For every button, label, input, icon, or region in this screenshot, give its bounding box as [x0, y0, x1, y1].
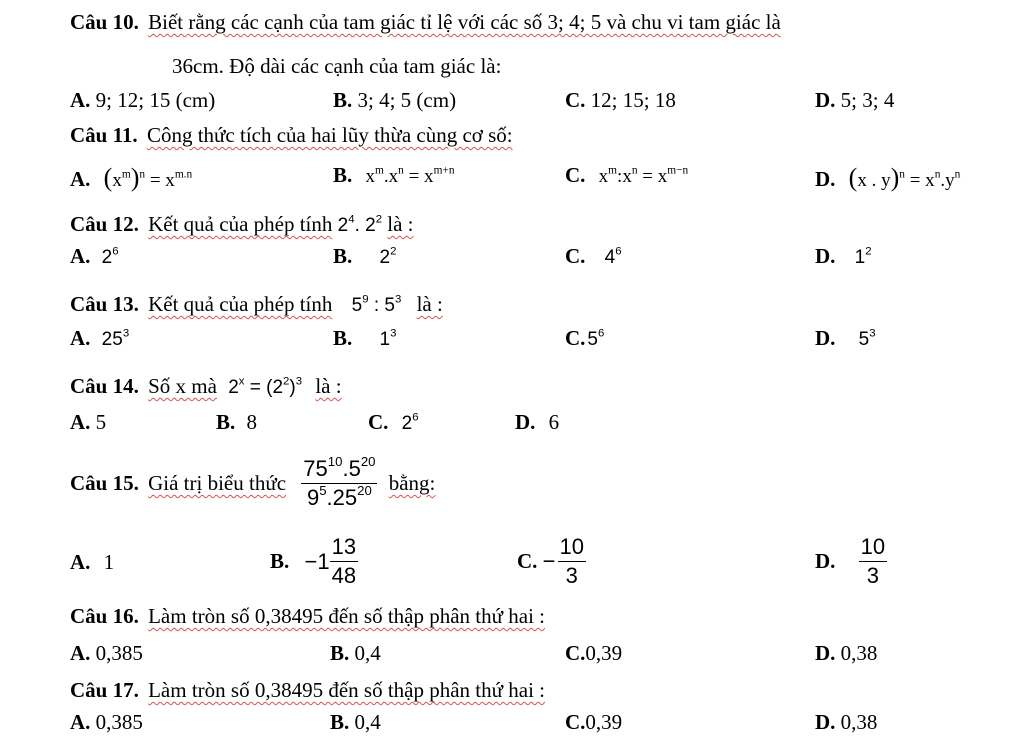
- question-suffix: là :: [387, 212, 414, 236]
- question-14: Câu 14. Số x mà $2^x = (2^2)^3$ là :: [70, 374, 342, 398]
- question-text: Làm tròn số 0,38495 đến số thập phân thứ hai :: [148, 678, 546, 702]
- option-a: A. $2^6$: [70, 244, 119, 268]
- option-a: A. 9; 12; 15 (cm): [70, 88, 216, 112]
- question-text: Làm tròn số 0,38495 đến số thập phân thứ hai :: [148, 604, 546, 628]
- question-label: Câu 12.: [70, 212, 139, 236]
- option-c: C.0,39: [565, 641, 623, 665]
- question-text: Giá trị biểu thức: [148, 471, 287, 495]
- option-c: C. 12; 15; 18: [565, 88, 676, 112]
- question-label: Câu 17.: [70, 678, 139, 702]
- question-label: Câu 14.: [70, 374, 139, 398]
- question-10-line2: 36cm. Độ dài các cạnh của tam giác là:: [172, 54, 502, 78]
- question-label: Câu 13.: [70, 292, 139, 316]
- option-b: B. −1 $\frac{13}{48}$: [270, 534, 357, 588]
- option-d: D. 6: [515, 410, 560, 434]
- option-c: C. $2^6$: [368, 410, 419, 434]
- question-text: Kết quả của phép tính: [148, 212, 333, 236]
- question-suffix: là :: [416, 292, 443, 316]
- option-d: D. $1^2$: [815, 244, 872, 268]
- option-a: A. $25^3$: [70, 326, 130, 350]
- expression-fraction: $\frac{75^{10}.5^{20}}{9^5.25^{20}}$: [303, 454, 376, 510]
- option-b: B. 3; 4; 5 (cm): [333, 88, 457, 112]
- option-a: A. 5: [70, 410, 107, 434]
- question-12: Câu 12. Kết quả của phép tính $2^4$. $2^2$ là :: [70, 212, 414, 236]
- question-10: [70, 12, 781, 33]
- option-d: D. (x . $y)^n = x^n.y^n$: [815, 163, 961, 192]
- question-label: Câu 15.: [70, 471, 139, 495]
- question-17: [70, 680, 545, 701]
- question-suffix: bằng:: [388, 471, 436, 495]
- option-b: B. 0,4: [330, 641, 381, 665]
- option-d: D. 5; 3; 4: [815, 88, 895, 112]
- question-label: Câu 16.: [70, 604, 139, 628]
- question-15: [70, 454, 436, 510]
- option-d: D. $5^3$: [815, 326, 876, 350]
- option-b: B. 8: [216, 410, 258, 434]
- option-c: C. $5^6$: [565, 326, 605, 350]
- option-d: D. $\frac{10}{3}$: [815, 534, 886, 588]
- option-c: C. $x^m:x^n = x^{m-n}$: [565, 163, 689, 187]
- question-text: Biết rằng các cạnh của tam giác tỉ lệ với các số 3; 4; 5 và chu vi tam giác là: [148, 10, 781, 34]
- option-b: B. $x^m.x^n = x^{m+n}$: [333, 163, 455, 187]
- question-13: Câu 13. Kết quả của phép tính $5^9$ : $5^3$ là :: [70, 292, 443, 316]
- option-a: A. 1: [70, 550, 115, 574]
- option-c: C.0,39: [565, 710, 623, 734]
- option-c: C. $4^6$: [565, 244, 622, 268]
- question-label: Câu 10.: [70, 10, 139, 34]
- option-d: D. 0,38: [815, 641, 878, 665]
- option-a: A. 0,385: [70, 641, 143, 665]
- option-d: D. 0,38: [815, 710, 878, 734]
- question-suffix: là :: [315, 374, 342, 398]
- question-11: [70, 125, 513, 146]
- question-text: Công thức tích của hai lũy thừa cùng cơ số:: [146, 123, 513, 147]
- question-text: Kết quả của phép tính: [148, 292, 333, 316]
- option-c: C. − $\frac{10}{3}$: [517, 534, 585, 588]
- option-a: A. 0,385: [70, 710, 143, 734]
- question-16: [70, 606, 545, 627]
- question-label: Câu 11.: [70, 123, 138, 147]
- option-b: B. $1^3$: [333, 326, 397, 350]
- option-b: B. 0,4: [330, 710, 381, 734]
- question-text: Số x mà: [148, 374, 217, 398]
- option-b: B. $2^2$: [333, 244, 397, 268]
- option-a: A. $(x^m)^n = x^{m.n}$: [70, 163, 193, 192]
